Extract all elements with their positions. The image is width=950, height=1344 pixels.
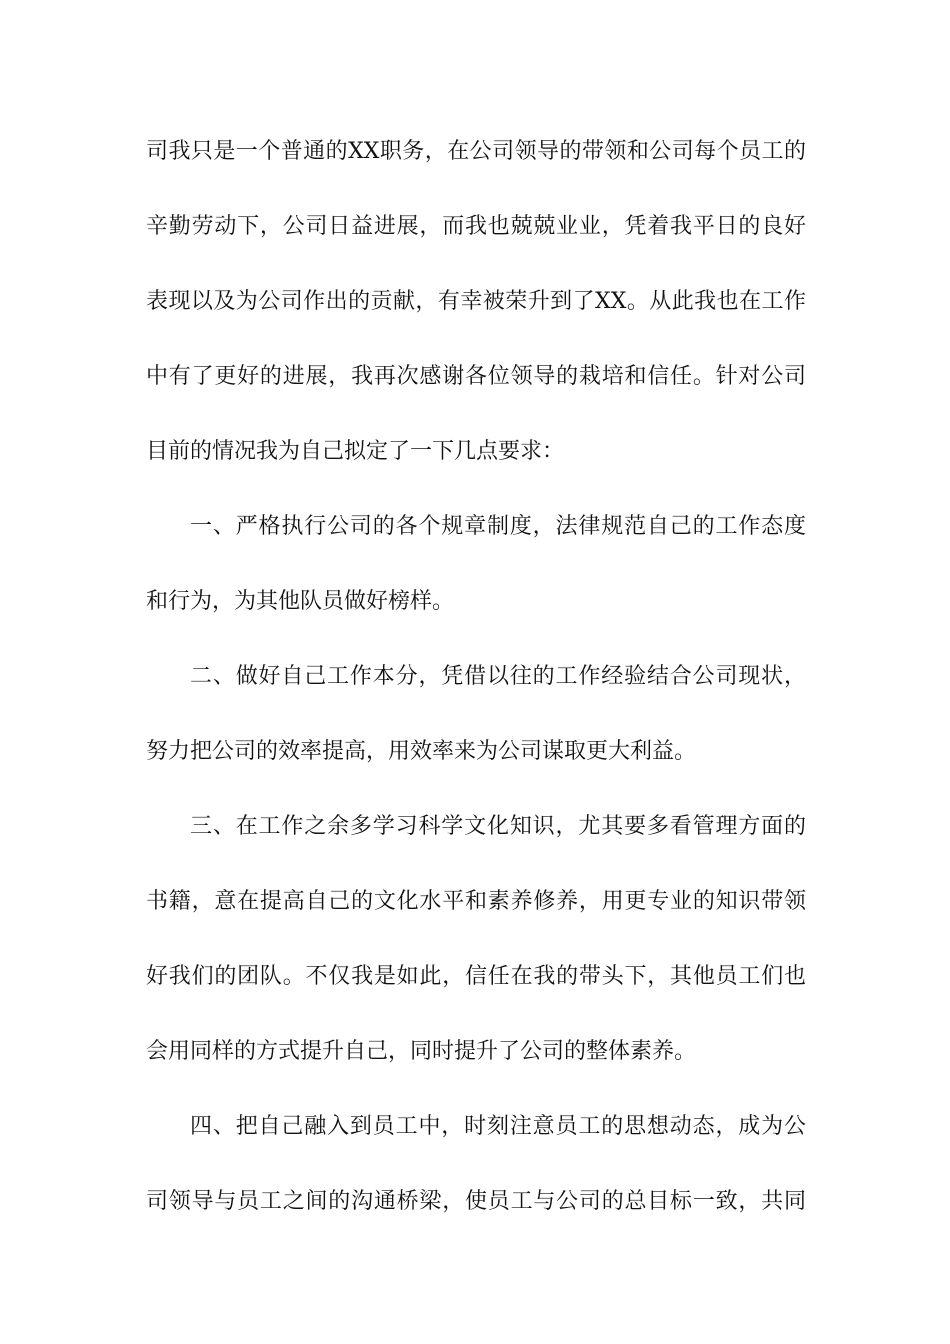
paragraph-line: 司我只是一个普通的XX职务，在公司领导的带领和公司每个员工的 [146,139,806,164]
numbered-item-4-line: 四、把自己融入到员工中，时刻注意员工的思想动态，成为公 [190,1114,806,1139]
paragraph-line: 表现以及为公司作出的贡献，有幸被荣升到了XX。从此我也在工作 [146,289,806,314]
numbered-item-3-line: 好我们的团队。不仅我是如此，信任在我的带头下，其他员工们也 [146,964,806,989]
numbered-item-1-line: 一、严格执行公司的各个规章制度，法律规范自己的工作态度 [190,514,806,539]
numbered-item-2-line: 努力把公司的效率提高，用效率来为公司谋取更大利益。 [146,739,697,764]
paragraph-line: 辛勤劳动下，公司日益进展，而我也兢兢业业，凭着我平日的良好 [146,214,806,239]
numbered-item-1-line: 和行为，为其他队员做好榜样。 [146,589,455,614]
numbered-item-3-line: 会用同样的方式提升自己，同时提升了公司的整体素养。 [146,1039,697,1064]
numbered-item-2-line: 二、做好自己工作本分，凭借以往的工作经验结合公司现状， [190,664,806,689]
paragraph-line: 目前的情况我为自己拟定了一下几点要求： [146,439,565,464]
numbered-item-3-line: 三、在工作之余多学习科学文化知识，尤其要多看管理方面的 [190,814,806,839]
numbered-item-4-line: 司领导与员工之间的沟通桥梁，使员工与公司的总目标一致，共同 [146,1189,806,1214]
numbered-item-3-line: 书籍，意在提高自己的文化水平和素养修养，用更专业的知识带领 [146,889,806,914]
paragraph-line: 中有了更好的进展，我再次感谢各位领导的栽培和信任。针对公司 [146,364,806,389]
